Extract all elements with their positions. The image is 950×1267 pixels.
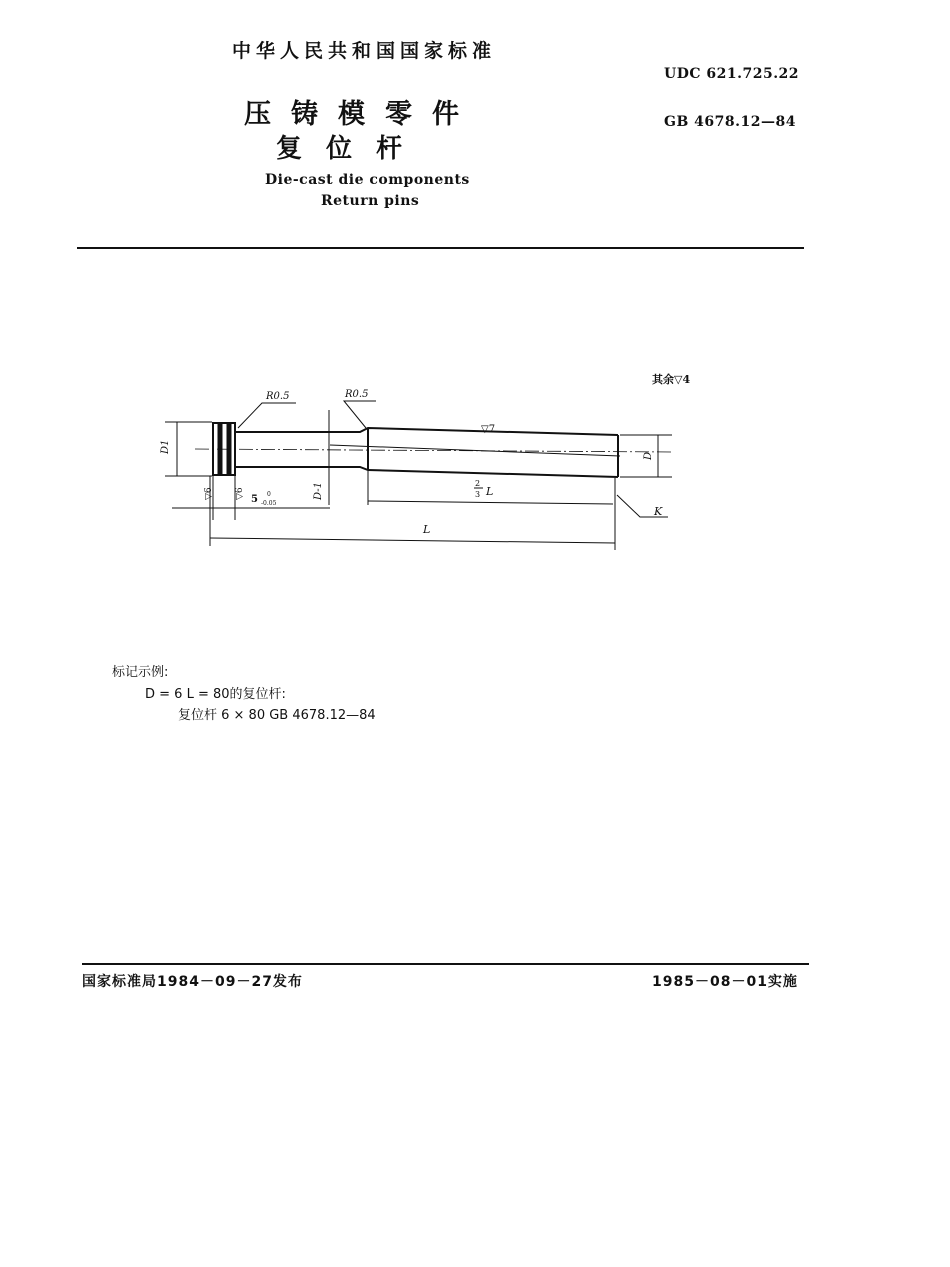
dim-d-label: D (643, 451, 654, 460)
head-width-value: 5 (251, 494, 258, 505)
dim-l-label: L (423, 523, 431, 536)
finish-main-mark: ▽7 (481, 424, 496, 435)
title-en-line2: Return pins (321, 193, 420, 209)
surface-finish-note: 其余▽4 (652, 373, 691, 386)
issue-date: 国家标准局1984－09－27发布 (82, 974, 303, 990)
dim-d1-label: D1 (160, 439, 171, 454)
two-thirds-denominator: 3 (475, 490, 481, 499)
standard-heading: 中华人民共和国国家标准 (232, 40, 497, 62)
example-line-2: 复位杆 6 × 80 GB 4678.12—84 (178, 708, 376, 723)
example-line-1: D = 6 L = 80的复位杆: (145, 687, 286, 702)
footer-divider (82, 963, 809, 965)
two-thirds-l-label: L (486, 485, 494, 498)
dim-k-label: K (654, 505, 663, 518)
radius-right-label: R0.5 (345, 389, 369, 400)
title-cn-line2: 复位杆 (276, 134, 427, 164)
example-label: 标记示例: (112, 665, 169, 680)
finish-head-left-mark: ▽6 (204, 487, 214, 500)
finish-head-right-mark: ▽6 (235, 487, 245, 500)
head-tol-lower: -0.05 (261, 500, 277, 507)
title-en-line1: Die-cast die components (265, 172, 470, 188)
gb-number: GB 4678.12—84 (664, 114, 796, 130)
header-divider (77, 247, 804, 249)
dim-d-minus-1-label: D-1 (313, 482, 324, 500)
head-tol-upper: 0 (267, 491, 271, 498)
udc-number: UDC 621.725.22 (664, 66, 800, 82)
center-line (195, 449, 672, 452)
two-thirds-numerator: 2 (475, 479, 481, 488)
radius-left-label: R0.5 (266, 391, 290, 402)
title-cn-line1: 压铸模零件 (244, 99, 479, 130)
effective-date: 1985－08－01实施 (652, 974, 798, 990)
return-pin-drawing (140, 360, 720, 560)
